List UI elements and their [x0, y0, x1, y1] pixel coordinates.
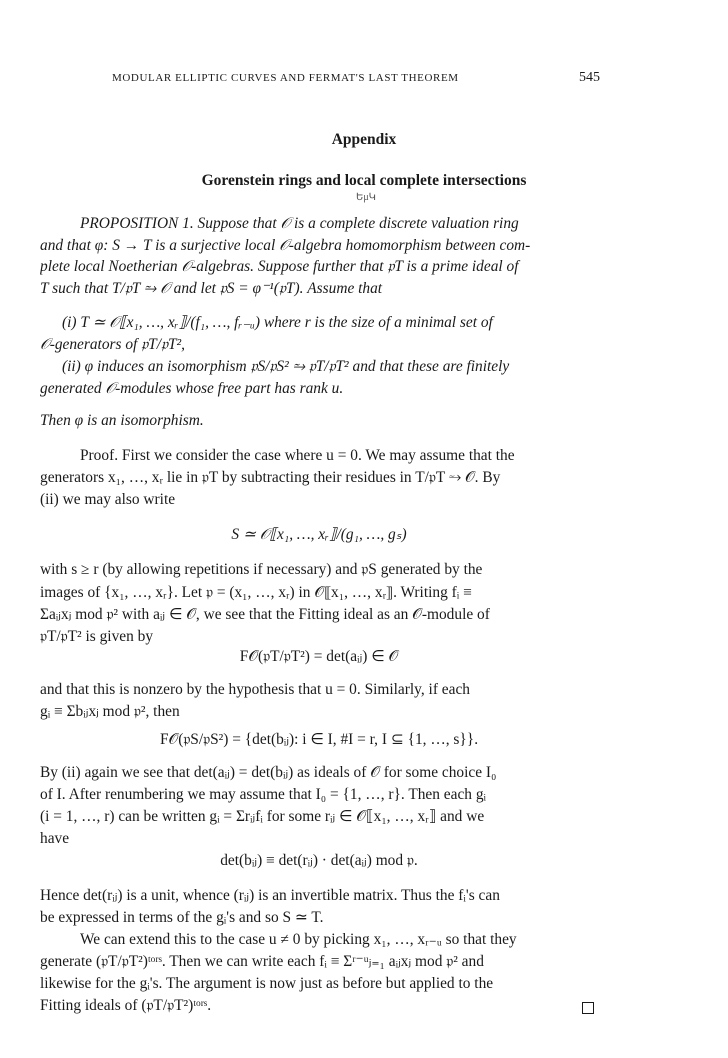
conclusion-line: Then φ is an isomorphism. — [40, 412, 204, 429]
proof-line: images of {x₁, …, xᵣ}. Let 𝔭 = (x₁, …, xᵣ) in 𝒪⟦x₁, …, xᵣ⟧. Writing fᵢ ≡ — [40, 584, 472, 601]
condition-ii-line: (ii) φ induces an isomorphism 𝔭S/𝔭S² ⥲ 𝔭T/𝔭T² and that these are finitely — [62, 358, 510, 375]
proof-line: gᵢ ≡ Σbᵢⱼxⱼ mod 𝔭², then — [40, 703, 180, 720]
condition-i-line: (i) T ≃ 𝒪⟦x₁, …, xᵣ⟧/(f₁, …, fᵣ₋ᵤ) where r is the size of a minimal set of — [62, 314, 493, 331]
proposition-line: and that φ: S → T is a surjective local 𝒪-algebra homomorphism between com- — [40, 237, 531, 254]
proof-line: and that this is nonzero by the hypothesis that u = 0. Similarly, if each — [40, 681, 470, 698]
proof-line: likewise for the gᵢ's. The argument is now just as before but applied to the — [40, 975, 494, 992]
display-equation: det(bᵢⱼ) ≡ det(rᵢⱼ) · det(aᵢⱼ) mod 𝔭. — [220, 852, 418, 869]
proof-line: By (ii) again we see that det(aᵢⱼ) = det(bᵢⱼ) as ideals of 𝒪 for some choice I₀ — [40, 764, 497, 781]
proof-line: Fitting ideals of (𝔭T/𝔭T²)ᵗᵒʳˢ. — [40, 997, 212, 1014]
proposition-line: T such that T/𝔭T ⥲ 𝒪 and let 𝔭S = φ⁻¹(𝔭T). Assume that — [40, 280, 383, 297]
proof-line: We can extend this to the case u ≠ 0 by picking x₁, …, xᵣ₋ᵤ so that they — [80, 931, 517, 948]
stray-mark: ԵμԿ — [356, 192, 376, 203]
proposition-line: plete local Noetherian 𝒪-algebras. Suppose further that 𝔭T is a prime ideal of — [40, 258, 519, 275]
proof-line: 𝔭T/𝔭T² is given by — [40, 628, 154, 645]
section-heading: Gorenstein rings and local complete intersections — [201, 172, 527, 189]
proof-line: Proof. First we consider the case where u = 0. We may assume that the — [80, 447, 515, 464]
proof-line: of I. After renumbering we may assume that I₀ = {1, …, r}. Then each gᵢ — [40, 786, 487, 803]
proposition-line: PROPOSITION 1. Suppose that 𝒪 is a complete discrete valuation ring — [80, 215, 519, 232]
proof-line: Hence det(rᵢⱼ) is a unit, whence (rᵢⱼ) is an invertible matrix. Thus the fᵢ's can — [40, 887, 500, 904]
condition-i-line: 𝒪-generators of 𝔭T/𝔭T², — [40, 336, 185, 353]
condition-ii-line: generated 𝒪-modules whose free part has rank u. — [40, 380, 344, 397]
proof-line: (i = 1, …, r) can be written gᵢ = Σrᵢⱼfᵢ for some rᵢⱼ ∈ 𝒪⟦x₁, …, xᵣ⟧ and we — [40, 808, 485, 825]
running-title: MODULAR ELLIPTIC CURVES AND FERMAT'S LAST THEOREM — [112, 72, 459, 84]
proof-line: generators x₁, …, xᵣ lie in 𝔭T by subtracting their residues in T/𝔭T ⥲ 𝒪. By — [40, 469, 501, 486]
qed-box — [582, 1002, 594, 1014]
display-equation: F𝒪(𝔭T/𝔭T²) = det(aᵢⱼ) ∈ 𝒪 — [239, 648, 399, 665]
page-number: 545 — [579, 70, 600, 85]
proof-line: Σaᵢⱼxⱼ mod 𝔭² with aᵢⱼ ∈ 𝒪, we see that the Fitting ideal as an 𝒪-module of — [40, 606, 490, 623]
display-equation: S ≃ 𝒪⟦x₁, …, xᵣ⟧/(g₁, …, gₛ) — [231, 526, 407, 543]
proof-line: (ii) we may also write — [40, 491, 176, 508]
proof-line: be expressed in terms of the gᵢ's and so S ≃ T. — [40, 909, 324, 926]
appendix-heading: Appendix — [331, 131, 397, 148]
proof-line: with s ≥ r (by allowing repetitions if necessary) and 𝔭S generated by the — [40, 561, 483, 578]
proof-line: generate (𝔭T/𝔭T²)ᵗᵒʳˢ. Then we can write each fᵢ ≡ Σʳ⁻ᵘⱼ₌₁ aᵢⱼxⱼ mod 𝔭² and — [40, 953, 484, 970]
display-equation: F𝒪(𝔭S/𝔭S²) = {det(bᵢⱼ): i ∈ I, #I = r, I ⊆ {1, …, s}}. — [159, 731, 479, 748]
proof-line: have — [40, 830, 70, 847]
